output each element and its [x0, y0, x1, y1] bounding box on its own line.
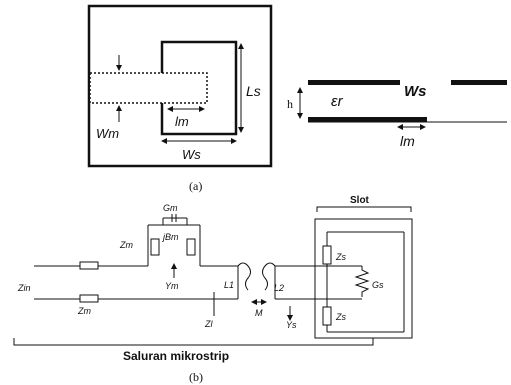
jbm-label: jBm: [163, 232, 179, 242]
zm-block-upper: [80, 262, 98, 269]
zm-upper-label: Zm: [120, 240, 133, 250]
m-label: M: [255, 308, 263, 318]
ground-plane-left: [308, 80, 400, 85]
ws-label-right: Ws: [404, 83, 427, 100]
top-view-diagram: [89, 6, 271, 166]
slot-title: Slot: [350, 195, 369, 206]
microstrip-line: [308, 117, 427, 122]
ys-label: Ys: [286, 320, 297, 330]
microstrip-feed: [90, 73, 207, 103]
zs-bottom-block: [323, 307, 331, 325]
er-label: εr: [331, 93, 343, 110]
ws-label-left: Ws: [182, 147, 201, 162]
slot-box: [315, 219, 412, 338]
zm-lower-label: Zm: [78, 306, 91, 316]
caption-b: (b): [189, 370, 203, 384]
zm-stub-block: [151, 239, 159, 255]
zm-block-lower: [80, 295, 98, 302]
zs-top-block: [323, 246, 331, 264]
equivalent-circuit: [14, 207, 412, 345]
l1-label: L1: [224, 280, 235, 290]
microstrip-bracket: [14, 338, 373, 345]
coil-l1: [238, 263, 251, 290]
gs-resistor: [356, 266, 368, 297]
lm-label-left: lm: [175, 114, 189, 129]
zs-bottom-label: Zs: [336, 312, 346, 322]
caption-a: (a): [189, 179, 203, 193]
h-label: h: [287, 97, 293, 111]
lm-label-right: lm: [400, 133, 415, 149]
wm-label: Wm: [96, 126, 120, 141]
microstrip-label: Saluran mikrostrip: [123, 349, 230, 363]
jbm-block: [187, 239, 195, 255]
slot-bracket: [317, 207, 411, 212]
ground-plane-right: [451, 80, 507, 85]
zin-label: Zin: [18, 283, 31, 293]
ym-label: Ym: [165, 281, 179, 291]
ls-label: Ls: [246, 83, 261, 99]
gs-label: Gs: [372, 280, 384, 290]
zs-top-label: Zs: [336, 252, 346, 262]
zl-label: Zl: [205, 319, 213, 329]
l2-label: L2: [274, 283, 285, 293]
gm-label: Gm: [163, 203, 178, 213]
cross-section-diagram: [287, 80, 507, 149]
